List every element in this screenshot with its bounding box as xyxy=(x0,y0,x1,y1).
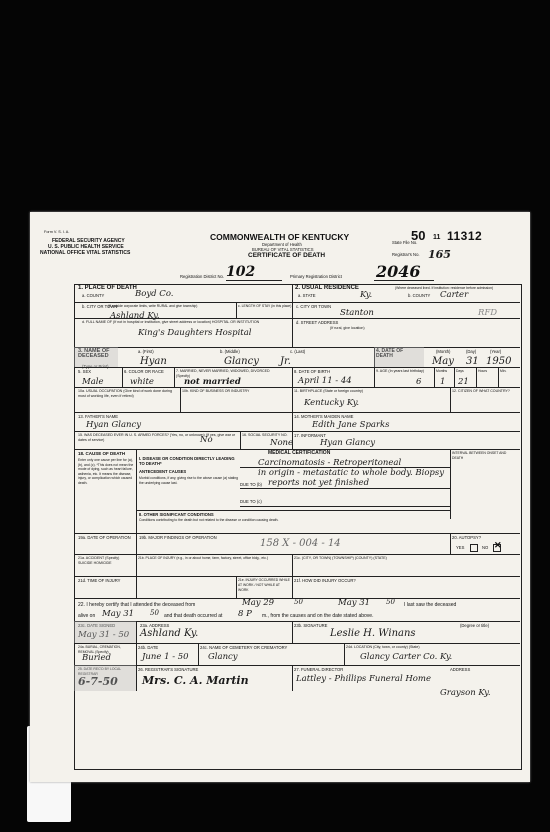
registrars-number: 165 xyxy=(428,248,451,261)
marital-label: 7. MARRIED, NEVER MARRIED, WIDOWED, DIVORCED (Specify) xyxy=(176,369,270,378)
street-label: d. STREET ADDRESS xyxy=(296,320,339,325)
funeral-address-label: ADDRESS xyxy=(450,667,471,672)
usual-residence-note: (Where deceased lived. If institution: residence before admission) xyxy=(395,286,494,290)
date-recd-label: 25. DATE REC'D BY LOCAL REGISTRAR xyxy=(78,667,121,676)
death-month-value: May xyxy=(432,356,454,367)
date-signed-label: 23c. DATE SIGNED xyxy=(78,623,116,628)
certify-alive-label: alive on xyxy=(78,613,96,619)
cause-a-value: Carcinomatosis - Retroperitoneal xyxy=(258,458,402,468)
industry-label: 10b. KIND OF BUSINESS OR INDUSTRY xyxy=(182,389,250,393)
race-value: white xyxy=(130,377,154,387)
bureau: BUREAU OF VITAL STATISTICS xyxy=(252,247,314,252)
funeral-director-value: Lattley - Phillips Funeral Home xyxy=(296,674,431,684)
middle-name-value: Glancy xyxy=(224,356,259,367)
certify-text: 22. I hereby certify that I attended the deceased from xyxy=(78,602,196,608)
burial-label: 24a. BURIAL, CREMATION, REMOVAL (Specify) xyxy=(78,645,121,654)
age-months-value: 1 xyxy=(440,377,446,387)
place-injury-label: 21b. PLACE OF INJURY (e.g., in or about home, farm, factory, street, office bldg., etc.) xyxy=(138,556,268,560)
res-rural-value: RFD xyxy=(478,308,498,318)
interval-label: INTERVAL BETWEEN ONSET AND DEATH xyxy=(452,451,507,460)
funeral-director-label: 27. FUNERAL DIRECTOR xyxy=(294,667,344,672)
armed-forces-value: No xyxy=(200,435,213,445)
certify-from-value: May 29 xyxy=(242,598,275,608)
death-day-value: 31 xyxy=(466,356,479,367)
cause-c-value: reports not yet finished xyxy=(268,478,370,488)
burial-value: Buried xyxy=(82,653,111,663)
middle-name-label: b. (Middle) xyxy=(220,349,240,354)
res-county-value: Carter xyxy=(440,290,469,300)
due-to-c-label: DUE TO (c) xyxy=(240,499,262,504)
res-county-label: b. COUNTY xyxy=(408,293,431,298)
father-label: 13. FATHER'S NAME xyxy=(78,414,119,419)
antecedent-label: ANTECEDENT CAUSES xyxy=(139,469,187,474)
day-label: (Day) xyxy=(466,349,477,354)
state-label: a. STATE xyxy=(298,293,316,298)
autopsy-label: 20. AUTOPSY? xyxy=(452,535,482,540)
signature-value: Leslie H. Winans xyxy=(330,628,416,639)
res-city-label: c. CITY OR TOWN xyxy=(296,304,332,309)
name-note: (Type or Print) xyxy=(82,364,109,369)
cause-label: 18. CAUSE OF DEATH xyxy=(78,451,126,456)
citizen-label: 12. CITIZEN OF WHAT COUNTRY? xyxy=(452,389,510,393)
date-recd-value: 6-7-50 xyxy=(78,675,118,688)
certify-to-value: May 31 xyxy=(338,598,371,608)
dob-label: 8. DATE OF BIRTH xyxy=(294,369,331,374)
last-name-value: Jr. xyxy=(280,356,291,367)
accident-label: 21a. ACCIDENT (Specify) SUICIDE HOMICIDE xyxy=(78,556,120,565)
year-label: (Year) xyxy=(490,349,502,354)
registrar-signature-value: Mrs. C. A. Martin xyxy=(142,674,249,687)
cert-number-prefix: 50 xyxy=(411,228,426,243)
name-label: 3. NAME OF DECEASED xyxy=(78,348,110,359)
certify-year-a-value: 50 xyxy=(294,598,303,606)
cemetery-location-value: Glancy Carter Co. Ky. xyxy=(360,652,453,662)
age-label: 9. AGE (In years last birthday) xyxy=(376,369,424,373)
state-file-label: State File No. xyxy=(392,240,418,245)
degree-label: (Degree or title) xyxy=(460,623,490,628)
agency-line-1: FEDERAL SECURITY AGENCY xyxy=(52,238,125,244)
other-conditions-note: Conditions contributing to the death but not related to the disease or condition causing death. xyxy=(139,518,279,522)
first-name-value: Hyan xyxy=(140,356,167,367)
cemetery-location-label: 24d. LOCATION (City, town, or county) (State) xyxy=(346,645,420,649)
city-value: Ashland Ky. xyxy=(110,311,160,321)
agency-line-2: U. S. PUBLIC HEALTH SERVICE xyxy=(48,244,124,250)
primary-district-label: Primary Registration District xyxy=(290,274,342,279)
sex-value: Male xyxy=(82,377,104,387)
funeral-address-value: Grayson Ky. xyxy=(440,688,491,698)
operation-date-label: 19a. DATE OF OPERATION xyxy=(78,535,131,540)
cause-b-value: in origin - metastatic to whole body. Biopsy xyxy=(258,468,445,478)
armed-forces-label: 15. WAS DECEASED EVER IN U. S. ARMED FORCES? (Yes, no, or unknown) (If yes, give war or dates of service) xyxy=(78,433,236,442)
findings-value: 158 X - 004 - 14 xyxy=(260,538,341,549)
mother-label: 14. MOTHER'S MAIDEN NAME xyxy=(294,414,354,419)
primary-district: 2046 xyxy=(376,262,421,281)
street-note: (If rural, give location) xyxy=(330,326,365,330)
state-value: Ky. xyxy=(360,290,373,300)
date-of-death-label: 4. DATE OF DEATH xyxy=(376,348,404,359)
hospital-value: King's Daughters Hospital xyxy=(138,328,252,338)
birthplace-label: 11. BIRTHPLACE (State or foreign country) xyxy=(294,389,363,393)
due-to-b-label: DUE TO (b) xyxy=(240,482,262,487)
county-label: a. COUNTY xyxy=(82,293,105,298)
certify-year-b-value: 50 xyxy=(386,598,395,606)
first-name-label: a. (First) xyxy=(138,349,154,354)
agency-line-3: NATIONAL OFFICE VITAL STATISTICS xyxy=(40,250,131,256)
certify-text-4: m., from the causes and on the date stated above. xyxy=(262,613,374,619)
registrar-no-label: Registrar's No. xyxy=(392,252,420,257)
cemetery-label: 24c. NAME OF CEMETERY OR CREMATORY xyxy=(200,645,288,650)
autopsy-no-checkbox: ✕ xyxy=(494,540,502,550)
hospital-label: d. FULL NAME OF (If not in hospital or institution, give street address or location) HOSPITAL OR INSTITUTION xyxy=(82,320,260,324)
reg-district-label: Registration District No. xyxy=(180,274,224,279)
certify-time-value: 8 P xyxy=(238,609,252,619)
dob-value: April 11 - 44 xyxy=(298,376,352,386)
place-of-death-label: 1. PLACE OF DEATH xyxy=(78,285,137,291)
mother-value: Edith Jane Sparks xyxy=(312,420,390,430)
certificate-title: CERTIFICATE OF DEATH xyxy=(248,252,326,259)
address-label: 23a. ADDRESS xyxy=(140,623,170,628)
injury-location-label: 21c. (CITY, OR TOWN) (TOWNSHIP) (COUNTY) (STATE) xyxy=(294,556,387,560)
city-note: (If outside corporate limits, write RURAL and give township) xyxy=(108,304,198,308)
burial-date-label: 24b. DATE xyxy=(138,645,159,650)
res-city-value: Stanton xyxy=(340,308,374,318)
burial-date-value: June 1 - 50 xyxy=(142,652,189,662)
occupation-label: 10a. USUAL OCCUPATION (Give kind of work done during most of working life, even if retired) xyxy=(78,389,173,398)
usual-residence-label: 2. USUAL RESIDENCE xyxy=(295,285,359,291)
medical-cert-label: MEDICAL CERTIFICATION xyxy=(268,450,331,456)
age-hours-label: Hours xyxy=(478,369,488,373)
death-year-value: 1950 xyxy=(486,356,512,367)
reg-district: 102 xyxy=(226,264,256,280)
cemetery-value: Glancy xyxy=(208,652,238,662)
ssn-value: None xyxy=(270,438,294,448)
age-min-label: Min. xyxy=(500,369,507,373)
last-name-label: c. (Last) xyxy=(290,349,306,354)
age-days-value: 21 xyxy=(458,377,469,387)
age-months-label: Months xyxy=(436,369,448,373)
length-of-stay-label: c. LENGTH OF STAY (in this place) xyxy=(238,304,292,308)
department: Department of Health xyxy=(262,242,302,247)
registrar-signature-label: 26. REGISTRAR'S SIGNATURE xyxy=(138,667,199,672)
cause-note: Enter only one cause per line for (a), (b), and (c). *This does not mean the mode of dying, such as heart failure, asthenia, etc. It means the disease, injury, or complication which caused death. xyxy=(78,458,134,485)
time-injury-label: 21d. TIME OF INJURY xyxy=(78,578,121,583)
signature-label: 23b. SIGNATURE xyxy=(294,623,328,628)
certify-text-3: and that death occurred at xyxy=(164,613,223,619)
injury-occurred-label: 21e. INJURY OCCURRED WHILE AT WORK / NOT WHILE AT WORK xyxy=(238,578,290,592)
certify-text-2: I last saw the deceased xyxy=(404,602,457,608)
informant-value: Hyan Glancy xyxy=(320,438,376,448)
county-value: Boyd Co. xyxy=(135,289,174,299)
city-label: b. CITY OR TOWN xyxy=(82,304,118,309)
form-code: Form V. S. I. A. xyxy=(44,230,70,234)
immediate-cause-label: I. DISEASE OR CONDITION DIRECTLY LEADING TO DEATH* xyxy=(139,456,235,466)
autopsy-no: NO xyxy=(482,545,489,550)
document-title: COMMONWEALTH OF KENTUCKY xyxy=(210,232,350,242)
findings-label: 19b. MAJOR FINDINGS OF OPERATION xyxy=(139,535,217,540)
address-value: Ashland Ky. xyxy=(140,628,199,639)
cert-number: 11312 xyxy=(447,229,483,243)
certify-alive-value: May 31 xyxy=(102,609,135,619)
cert-number-mid: 11 xyxy=(433,234,441,241)
how-injury-label: 21f. HOW DID INJURY OCCUR? xyxy=(294,578,356,583)
marital-value: not married xyxy=(184,377,241,387)
father-value: Hyan Glancy xyxy=(86,420,142,430)
death-certificate xyxy=(30,212,530,782)
age-days-label: Days xyxy=(456,369,464,373)
age-years-value: 6 xyxy=(416,377,422,387)
sex-label: 5. SEX xyxy=(78,369,92,374)
month-label: (Month) xyxy=(436,349,451,354)
race-label: 6. COLOR OR RACE xyxy=(124,369,164,374)
antecedent-note: Morbid conditions, if any, giving rise to the above cause (a) stating the underlying cause last. xyxy=(139,476,239,485)
autopsy-yes: YES xyxy=(456,545,465,550)
certify-alive-year: 50 xyxy=(150,609,159,617)
date-signed-value: May 31 - 50 xyxy=(78,630,130,640)
ssn-label: 16. SOCIAL SECURITY NO. xyxy=(242,433,288,437)
birthplace-value: Kentucky Ky. xyxy=(304,398,360,408)
other-conditions-label: II. OTHER SIGNIFICANT CONDITIONS xyxy=(139,512,214,517)
informant-label: 17. INFORMANT xyxy=(294,433,326,438)
